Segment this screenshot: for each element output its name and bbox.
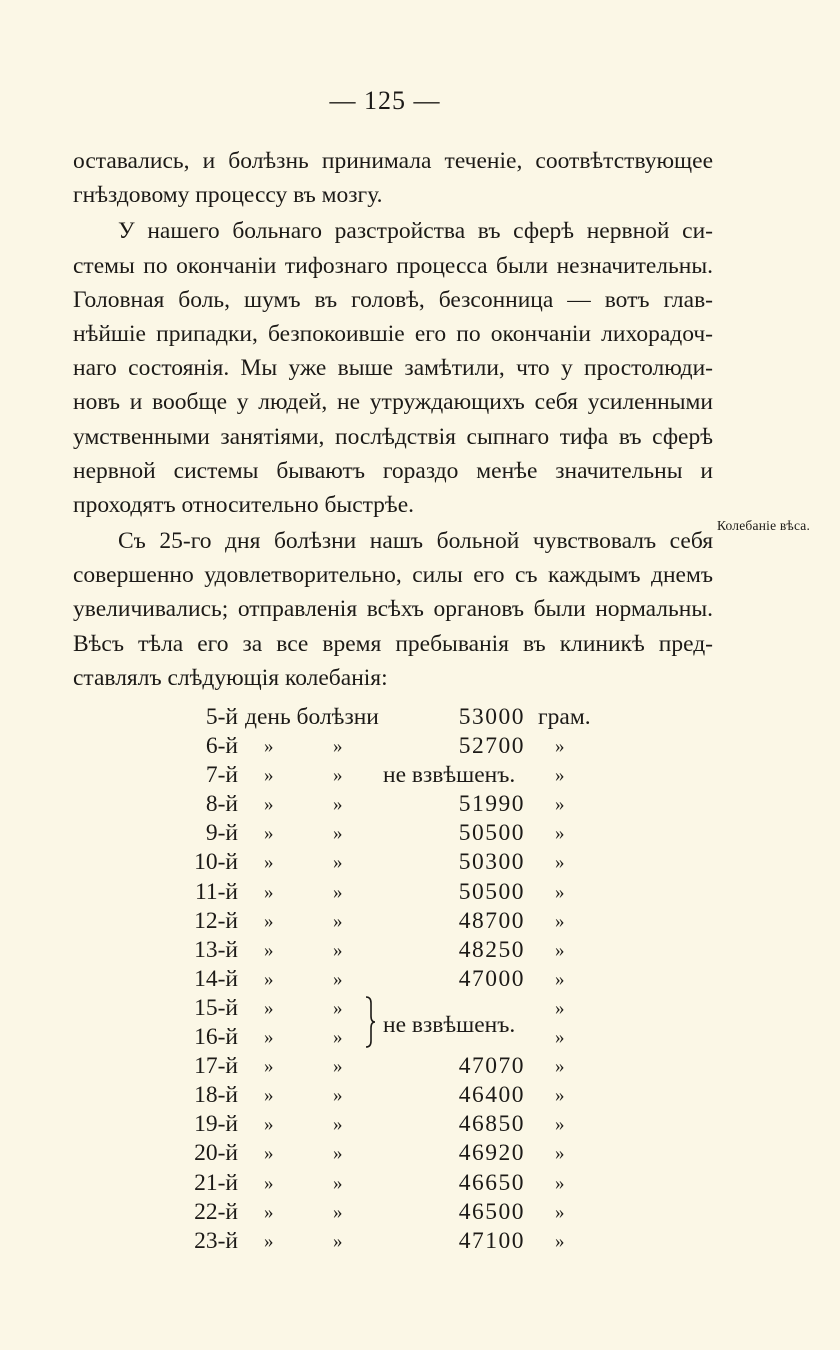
- ditto-mark: »: [264, 1056, 274, 1078]
- ditto-mark: »: [264, 1143, 274, 1165]
- day-cell: 18-й: [194, 1082, 238, 1109]
- ditto-mark: »: [333, 910, 343, 932]
- day-cell: 15-й: [194, 994, 238, 1021]
- table-row: [0, 1053, 840, 1082]
- text-line: Съ 25-го дня болѣзни нашъ больной чувствовалъ себя: [118, 528, 713, 555]
- ditto-mark: »: [555, 1085, 565, 1107]
- ditto-mark: »: [333, 736, 343, 758]
- text-line: увеличивались; отправленія всѣхъ органовъ были нормальны.: [73, 596, 713, 623]
- text-line: совершенно удовлетворительно, силы его съ каждымъ днемъ: [73, 562, 713, 589]
- ditto-mark: »: [264, 1172, 274, 1194]
- ditto-mark: »: [555, 1230, 565, 1252]
- text-line: гнѣздовому процессу въ мозгу.: [73, 182, 383, 209]
- table-row: [0, 762, 840, 791]
- ditto-mark: »: [264, 1027, 274, 1049]
- day-cell: 10-й: [194, 849, 238, 876]
- text-line: У нашего больнаго разстройства въ сферѣ нервной си-: [118, 218, 713, 245]
- text-line: нѣйшіе припадки, безпокоившіе его по окончаніи лихорадоч-: [73, 320, 713, 347]
- marginal-note: Колебаніе вѣса.: [717, 518, 811, 533]
- day-cell: 23-й: [194, 1227, 238, 1254]
- weight-value: 46650: [458, 1169, 525, 1196]
- ditto-mark: »: [333, 881, 343, 903]
- day-cell: 7-й: [205, 762, 238, 789]
- ditto-mark: »: [264, 794, 274, 816]
- ditto-mark: »: [333, 1230, 343, 1252]
- ditto-mark: »: [264, 1230, 274, 1252]
- ditto-mark: »: [555, 939, 565, 961]
- day-cell: 5-й: [205, 704, 238, 730]
- text-line: стемы по окончаніи тифознаго процесса были незначительны.: [73, 252, 713, 279]
- ditto-mark: »: [333, 1085, 343, 1107]
- text-line: новъ и вообще у людей, не утруждающихъ себя усиленными: [73, 389, 713, 416]
- day-cell: 20-й: [194, 1140, 238, 1167]
- ditto-mark: »: [555, 1114, 565, 1136]
- table-row: [0, 937, 840, 966]
- ditto-mark: »: [555, 881, 565, 903]
- table-row: [0, 791, 840, 820]
- table-row: [0, 966, 840, 995]
- day-cell: 13-й: [194, 936, 238, 963]
- weight-value: 46850: [458, 1111, 525, 1138]
- ditto-mark: »: [333, 794, 343, 816]
- ditto-mark: »: [555, 765, 565, 787]
- weight-value: 46920: [458, 1140, 525, 1167]
- ditto-mark: »: [264, 852, 274, 874]
- text-line: умственными занятіями, послѣдствія сыпнаго тифа въ сферѣ: [73, 423, 713, 450]
- weight-value: 53000: [458, 704, 525, 730]
- ditto-mark: »: [555, 1201, 565, 1223]
- day-label: день болѣзни: [245, 704, 379, 730]
- unit-label: грам.: [538, 704, 591, 730]
- ditto-mark: »: [264, 736, 274, 758]
- text-line: нервной системы бываютъ гораздо менѣе значительны и: [73, 457, 713, 484]
- weight-value: 46500: [458, 1198, 525, 1225]
- ditto-mark: »: [333, 1114, 343, 1136]
- table-row: [0, 1082, 840, 1111]
- table-row: [0, 1111, 840, 1140]
- text-line: Вѣсъ тѣла его за все время пребыванія въ клиникѣ пред-: [73, 630, 713, 657]
- day-cell: 19-й: [194, 1111, 238, 1138]
- ditto-mark: »: [555, 910, 565, 932]
- ditto-mark: »: [555, 1056, 565, 1078]
- ditto-mark: »: [333, 1201, 343, 1223]
- ditto-mark: »: [264, 1114, 274, 1136]
- ditto-mark: »: [555, 736, 565, 758]
- brace-icon: [363, 996, 375, 1048]
- ditto-mark: »: [555, 794, 565, 816]
- weight-value: 51990: [458, 791, 525, 818]
- weight-value: 48700: [458, 907, 525, 934]
- ditto-mark: »: [264, 765, 274, 787]
- ditto-mark: »: [555, 1027, 565, 1049]
- ditto-mark: »: [333, 1056, 343, 1078]
- table-row: [0, 1199, 840, 1228]
- text-line: ставлялъ слѣдующія колебанія:: [73, 664, 388, 691]
- text-line: оставались, и болѣзнь принимала теченіе, соотвѣтствующее: [73, 148, 713, 174]
- ditto-mark: »: [555, 997, 565, 1019]
- weight-table: [0, 704, 840, 1257]
- ditto-mark: »: [264, 1085, 274, 1107]
- table-row: [0, 849, 840, 878]
- ditto-mark: »: [555, 852, 565, 874]
- ditto-mark: »: [264, 968, 274, 990]
- weight-value: 47000: [458, 965, 525, 992]
- day-cell: 9-й: [205, 820, 238, 847]
- day-cell: 16-й: [194, 1024, 238, 1051]
- weight-value: 52700: [458, 733, 525, 760]
- weight-value: не взвѣшенъ.: [383, 762, 516, 789]
- ditto-mark: »: [264, 997, 274, 1019]
- ditto-mark: »: [264, 939, 274, 961]
- weight-value: 50500: [458, 878, 525, 905]
- weight-value: 50300: [458, 849, 525, 876]
- not-weighed-note: не взвѣшенъ.: [383, 1012, 516, 1038]
- page-number: — 125 —: [329, 86, 441, 115]
- day-cell: 21-й: [194, 1169, 238, 1196]
- table-row: [0, 1228, 840, 1257]
- weight-value: 47070: [458, 1053, 525, 1080]
- day-cell: 14-й: [194, 965, 238, 992]
- table-row: [0, 879, 840, 908]
- ditto-mark: »: [555, 1172, 565, 1194]
- day-cell: 17-й: [194, 1053, 238, 1080]
- day-cell: 22-й: [194, 1198, 238, 1225]
- ditto-mark: »: [333, 765, 343, 787]
- day-cell: 11-й: [194, 878, 238, 905]
- weight-value: 46400: [458, 1082, 525, 1109]
- ditto-mark: »: [264, 1201, 274, 1223]
- day-cell: 6-й: [205, 733, 238, 760]
- ditto-mark: »: [555, 823, 565, 845]
- ditto-mark: »: [333, 1027, 343, 1049]
- ditto-mark: »: [264, 881, 274, 903]
- weight-value: 47100: [458, 1227, 525, 1254]
- text-line: Головная боль, шумъ въ головѣ, безсонница — вотъ глав-: [73, 286, 713, 313]
- table-row: [0, 733, 840, 762]
- table-row: [0, 1140, 840, 1169]
- body-text: [73, 144, 713, 695]
- ditto-mark: »: [333, 997, 343, 1019]
- weight-value: 48250: [458, 936, 525, 963]
- text-line: проходятъ относительно быстрѣе.: [73, 491, 415, 518]
- ditto-mark: »: [333, 939, 343, 961]
- table-row: [0, 704, 840, 733]
- table-row: [0, 820, 840, 849]
- table-row: [0, 908, 840, 937]
- weight-value: 50500: [458, 820, 525, 847]
- ditto-mark: »: [333, 852, 343, 874]
- table-row: [0, 1170, 840, 1199]
- ditto-mark: »: [264, 823, 274, 845]
- ditto-mark: »: [333, 823, 343, 845]
- ditto-mark: »: [333, 968, 343, 990]
- day-cell: 12-й: [194, 907, 238, 934]
- ditto-mark: »: [264, 910, 274, 932]
- day-cell: 8-й: [205, 791, 238, 818]
- ditto-mark: »: [555, 1143, 565, 1165]
- ditto-mark: »: [333, 1172, 343, 1194]
- ditto-mark: »: [333, 1143, 343, 1165]
- ditto-mark: »: [555, 968, 565, 990]
- text-line: наго состоянія. Мы уже выше замѣтили, что у простолюди-: [73, 355, 713, 382]
